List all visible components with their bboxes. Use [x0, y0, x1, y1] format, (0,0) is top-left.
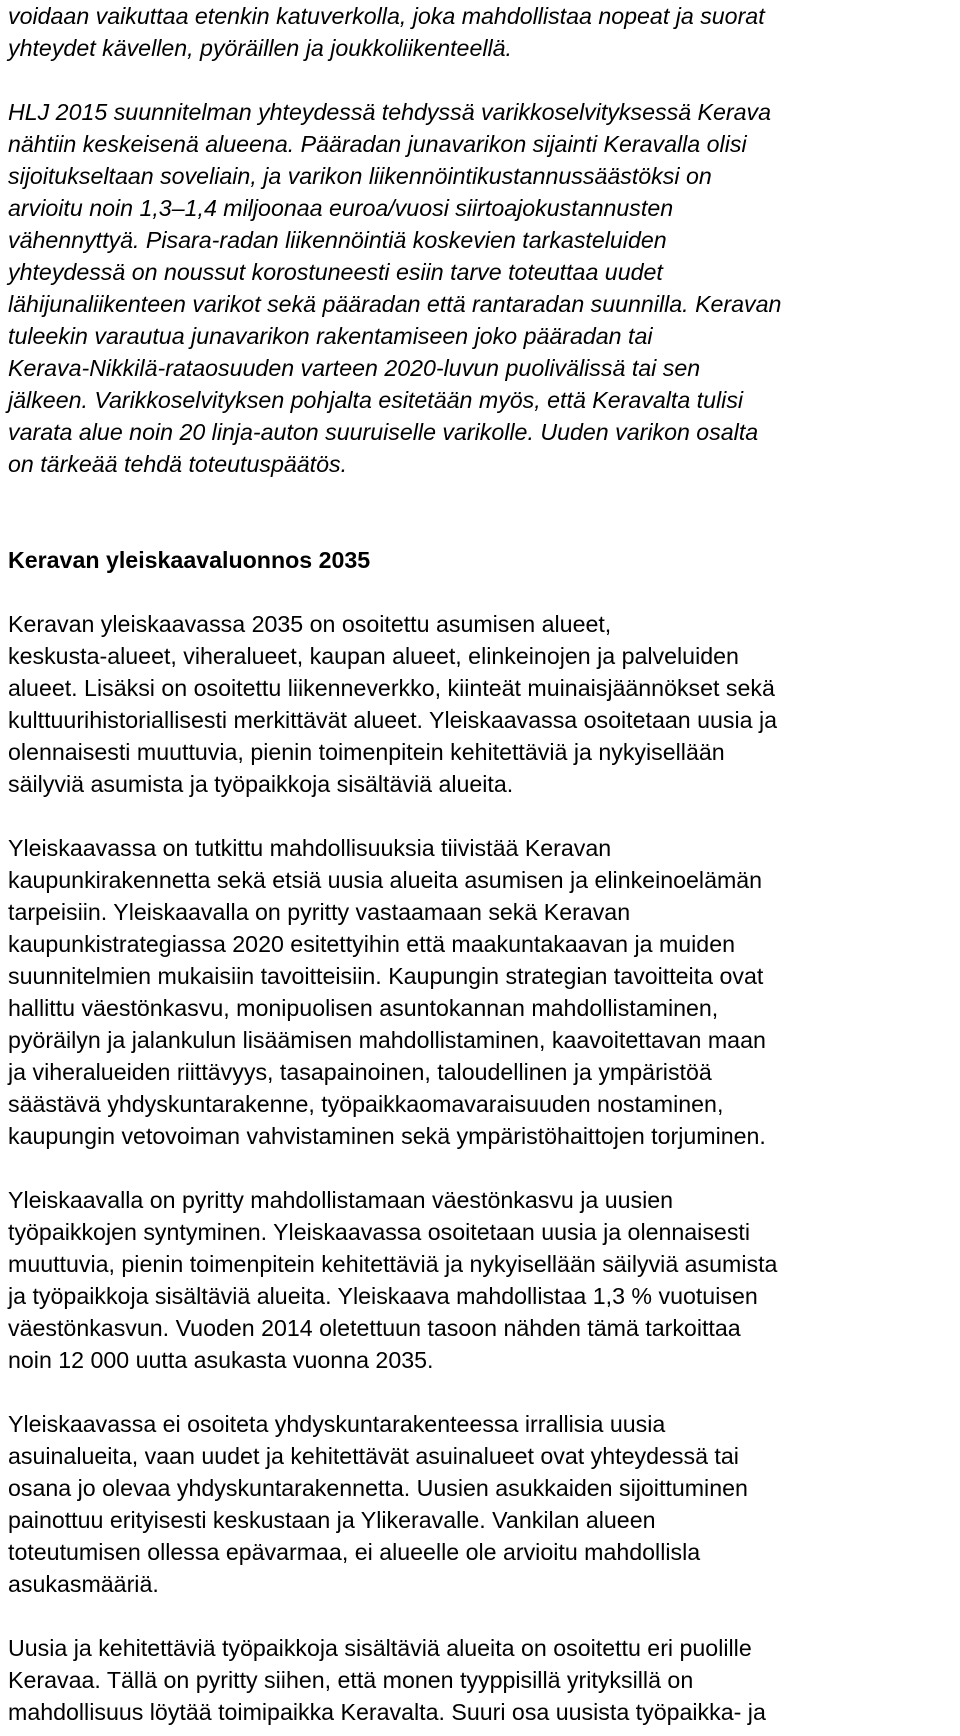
text-line: nähtiin keskeisenä alueena. Pääradan junavarikon sijainti Keravalla olisi	[8, 131, 747, 157]
paragraph-gap	[8, 576, 958, 608]
text-line: mahdollisuus löytää toimipaikka Keravalta. Suuri osa uusista työpaikka- ja	[8, 1699, 766, 1725]
text-line: yhteydet kävellen, pyöräillen ja joukkoliikenteellä.	[8, 35, 512, 61]
paragraph-strategy	[8, 832, 958, 1152]
text-line: Yleiskaavassa ei osoiteta yhdyskuntarakenteessa irrallisia uusia	[8, 1411, 666, 1437]
text-line: ja viheralueiden riittävyys, tasapainoinen, taloudellinen ja ympäristöä	[8, 1059, 712, 1085]
text-line: tuleekin varautua junavarikon rakentamiseen joko pääradan tai	[8, 323, 653, 349]
paragraph-gap	[8, 512, 958, 544]
text-line: noin 12 000 uutta asukasta vuonna 2035.	[8, 1347, 434, 1373]
text-line: muuttuvia, pienin toimenpitein kehitettäviä ja nykyisellään säilyviä asumista	[8, 1251, 778, 1277]
text-line: Yleiskaavalla on pyritty mahdollistamaan väestönkasvu ja uusien	[8, 1187, 674, 1213]
paragraph-gap	[8, 1376, 958, 1408]
text-line: suunnitelmien mukaisiin tavoitteisiin. Kaupungin strategian tavoitteita ovat	[8, 963, 764, 989]
text-line: asukasmääriä.	[8, 1571, 159, 1597]
paragraph-residential-areas	[8, 1408, 958, 1600]
text-line: toteutumisen ollessa epävarmaa, ei alueelle ole arvioitu mahdollisla	[8, 1539, 701, 1565]
text-line: ja työpaikkoja sisältäviä alueita. Yleiskaava mahdollistaa 1,3 % vuotuisen	[8, 1283, 758, 1309]
text-line: säästävä yhdyskuntarakenne, työpaikkaomavaraisuuden nostaminen,	[8, 1091, 724, 1117]
text-line: väestönkasvun. Vuoden 2014 oletettuun tasoon nähden tämä tarkoittaa	[8, 1315, 741, 1341]
section-heading: Keravan yleiskaavaluonnos 2035	[8, 547, 371, 573]
text-line: tarpeisiin. Yleiskaavalla on pyritty vastaamaan sekä Keravan	[8, 899, 631, 925]
text-line: säilyviä asumista ja työpaikkoja sisältäviä alueita.	[8, 771, 514, 797]
paragraph-population-growth	[8, 1184, 958, 1376]
document-page	[8, 0, 958, 1728]
paragraph-gap	[8, 800, 958, 832]
text-line: pyöräilyn ja jalankulun lisäämisen mahdollistaminen, kaavoitettavan maan	[8, 1027, 766, 1053]
text-line: sijoitukseltaan soveliain, ja varikon liikennöintikustannussäästöksi on	[8, 163, 712, 189]
text-line: hallittu väestönkasvu, monipuolisen asuntokannan mahdollistaminen,	[8, 995, 719, 1021]
text-line: voidaan vaikuttaa etenkin katuverkolla, joka mahdollistaa nopeat ja suorat	[8, 3, 765, 29]
text-line: painottuu erityisesti keskustaan ja Ylikeravalle. Vankilan alueen	[8, 1507, 656, 1533]
paragraph-land-use	[8, 608, 958, 800]
text-line: Yleiskaavassa on tutkittu mahdollisuuksia tiivistää Keravan	[8, 835, 612, 861]
text-line: Uusia ja kehitettäviä työpaikkoja sisältäviä alueita on osoitettu eri puolille	[8, 1635, 752, 1661]
text-line: Keravan yleiskaavassa 2035 on osoitettu asumisen alueet,	[8, 611, 612, 637]
text-line: on tärkeää tehdä toteutuspäätös.	[8, 451, 348, 477]
text-line: arvioitu noin 1,3–1,4 miljoonaa euroa/vuosi siirtoajokustannusten	[8, 195, 674, 221]
text-line: osana jo olevaa yhdyskuntarakennetta. Uusien asukkaiden sijoittuminen	[8, 1475, 748, 1501]
text-line: alueet. Lisäksi on osoitettu liikenneverkko, kiinteät muinaisjäännökset sekä	[8, 675, 775, 701]
text-line: keskusta-alueet, viheralueet, kaupan alueet, elinkeinojen ja palveluiden	[8, 643, 739, 669]
text-line: työpaikkojen syntyminen. Yleiskaavassa osoitetaan uusia ja olennaisesti	[8, 1219, 751, 1245]
text-line: HLJ 2015 suunnitelman yhteydessä tehdyssä varikkoselvityksessä Kerava	[8, 99, 772, 125]
paragraph-depot-study	[8, 96, 958, 480]
text-line: yhteydessä on noussut korostuneesti esiin tarve toteuttaa uudet	[8, 259, 663, 285]
text-line: kaupunkirakennetta sekä etsiä uusia alueita asumisen ja elinkeinoelämän	[8, 867, 763, 893]
text-line: kaupungin vetovoiman vahvistaminen sekä ympäristöhaittojen torjuminen.	[8, 1123, 766, 1149]
text-line: jälkeen. Varikkoselvityksen pohjalta esitetään myös, että Keravalta tulisi	[8, 387, 744, 413]
text-line: kulttuurihistoriallisesti merkittävät alueet. Yleiskaavassa osoitetaan uusia ja	[8, 707, 778, 733]
paragraph-gap	[8, 480, 958, 512]
text-line: asuinalueita, vaan uudet ja kehitettävät asuinalueet ovat yhteydessä tai	[8, 1443, 739, 1469]
paragraph-gap	[8, 1600, 958, 1632]
text-line: varata alue noin 20 linja-auton suuruiselle varikolle. Uuden varikon osalta	[8, 419, 759, 445]
text-line: lähijunaliikenteen varikot sekä pääradan että rantaradan suunnilla. Keravan	[8, 291, 782, 317]
text-line: olennaisesti muuttuvia, pienin toimenpitein kehitettäviä ja nykyisellään	[8, 739, 725, 765]
text-line: vähennyttyä. Pisara-radan liikennöintiä koskevien tarkasteluiden	[8, 227, 667, 253]
text-line: kaupunkistrategiassa 2020 esitettyihin että maakuntakaavan ja muiden	[8, 931, 735, 957]
text-line: Kerava-Nikkilä-rataosuuden varteen 2020-luvun puolivälissä tai sen	[8, 355, 701, 381]
paragraph-gap	[8, 1152, 958, 1184]
paragraph-workplace-areas	[8, 1632, 958, 1728]
paragraph-depot-intro	[8, 0, 958, 64]
paragraph-gap	[8, 64, 958, 96]
text-line: Keravaa. Tällä on pyritty siihen, että monen tyyppisillä yrityksillä on	[8, 1667, 694, 1693]
